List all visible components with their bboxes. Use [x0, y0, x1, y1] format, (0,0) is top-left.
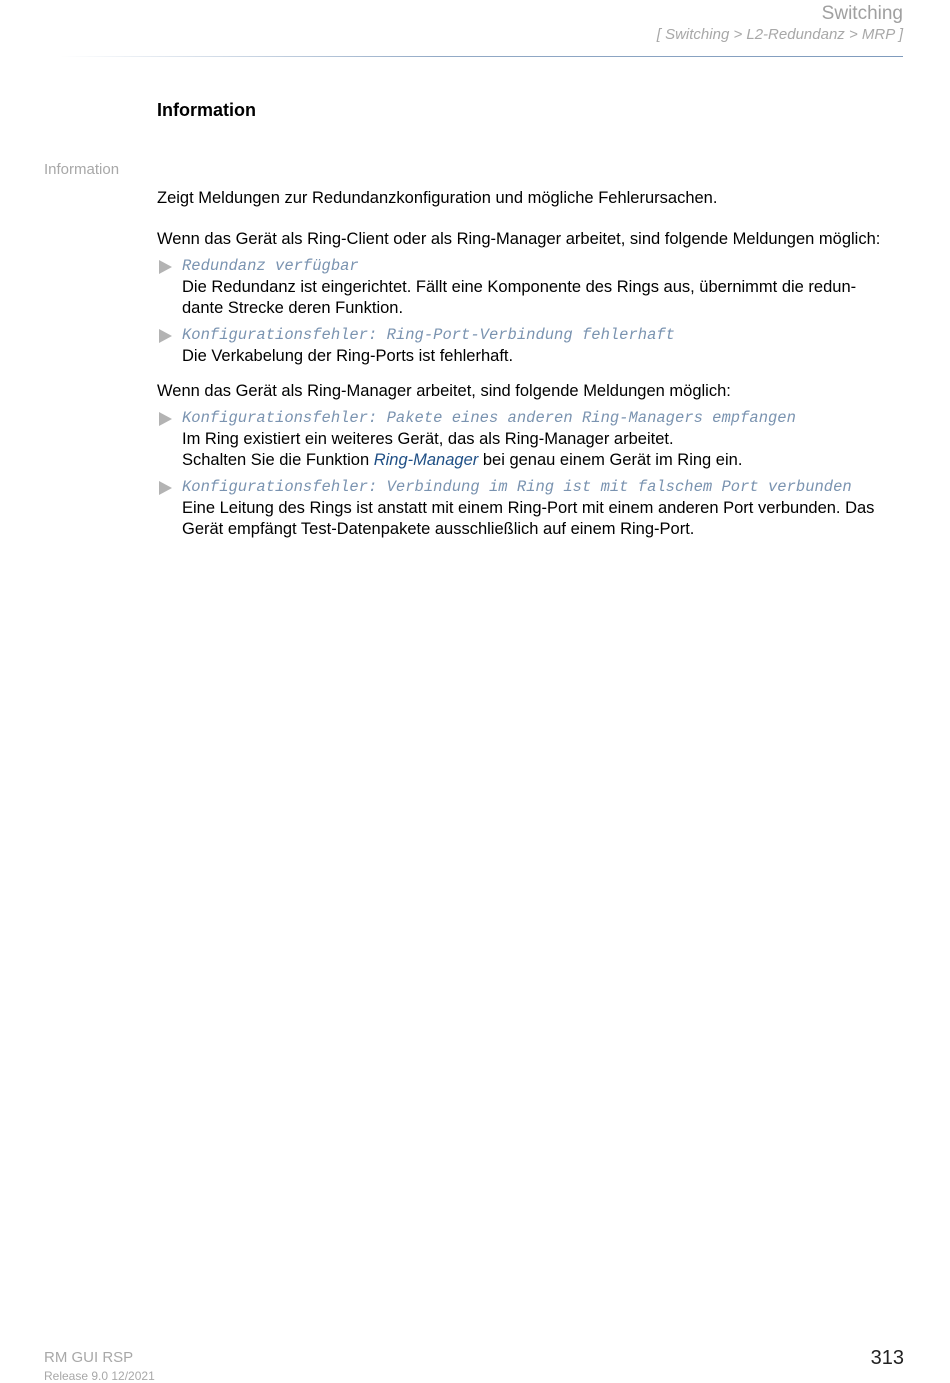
instruction-text-before: Schalten Sie die Funktion — [182, 451, 374, 469]
function-reference-ring-manager: Ring-Manager — [373, 451, 479, 469]
triangle-bullet-icon — [159, 329, 172, 343]
manager-lead: Wenn das Gerät als Ring-Manager arbeitet, sind folgende Meldungen möglich: — [157, 382, 731, 400]
message-description: Die Verkabelung der Ring-Ports ist fehlerhaft. — [182, 347, 514, 365]
footer-release: Release 9.0 12/2021 — [44, 1369, 155, 1383]
message-description: dante Strecke deren Funktion. — [182, 299, 404, 317]
message-description: Die Redundanz ist eingerichtet. Fällt eine Komponente des Rings aus, übernimmt die redun- — [182, 278, 857, 296]
client-manager-lead: Wenn das Gerät als Ring-Client oder als Ring-Manager arbeitet, sind folgende Meldungen möglich: — [157, 230, 881, 248]
main-content — [157, 188, 907, 546]
list-item — [157, 408, 907, 471]
manager-message-list — [157, 408, 907, 540]
section-heading: Information — [157, 100, 256, 120]
triangle-bullet-icon — [159, 481, 172, 495]
header-divider — [60, 56, 903, 57]
list-item — [157, 477, 907, 540]
message-text: Konfigurationsfehler: Ring-Port-Verbindung fehlerhaft — [182, 326, 675, 344]
message-description: Eine Leitung des Rings ist anstatt mit einem Ring-Port mit einem anderen Port verbunden. Das — [182, 499, 875, 517]
client-manager-message-list — [157, 256, 907, 367]
header-chapter-title: Switching — [821, 3, 903, 24]
triangle-bullet-icon — [159, 260, 172, 274]
list-item — [157, 256, 907, 319]
message-text: Redundanz verfügbar — [182, 257, 359, 275]
margin-label: Information — [44, 161, 120, 178]
triangle-bullet-icon — [159, 412, 172, 426]
intro-paragraph: Zeigt Meldungen zur Redundanzkonfiguration und mögliche Fehlerursachen. — [157, 189, 718, 207]
message-text: Konfigurationsfehler: Verbindung im Ring ist mit falschem Port verbunden — [182, 478, 852, 496]
footer-product: RM GUI RSP — [44, 1349, 134, 1366]
page-number: 313 — [870, 1347, 904, 1369]
message-text: Konfigurationsfehler: Pakete eines anderen Ring-Managers empfangen — [182, 409, 796, 427]
list-item — [157, 325, 907, 367]
message-instruction — [182, 450, 907, 471]
message-description: Gerät empfängt Test-Datenpakete ausschließlich auf einem Ring-Port. — [182, 520, 695, 538]
message-description: Im Ring existiert ein weiteres Gerät, das als Ring-Manager arbeitet. — [182, 430, 674, 448]
instruction-text-after: bei genau einem Gerät im Ring ein. — [478, 451, 743, 469]
breadcrumb: [ Switching > L2-Redundanz > MRP ] — [656, 26, 903, 43]
